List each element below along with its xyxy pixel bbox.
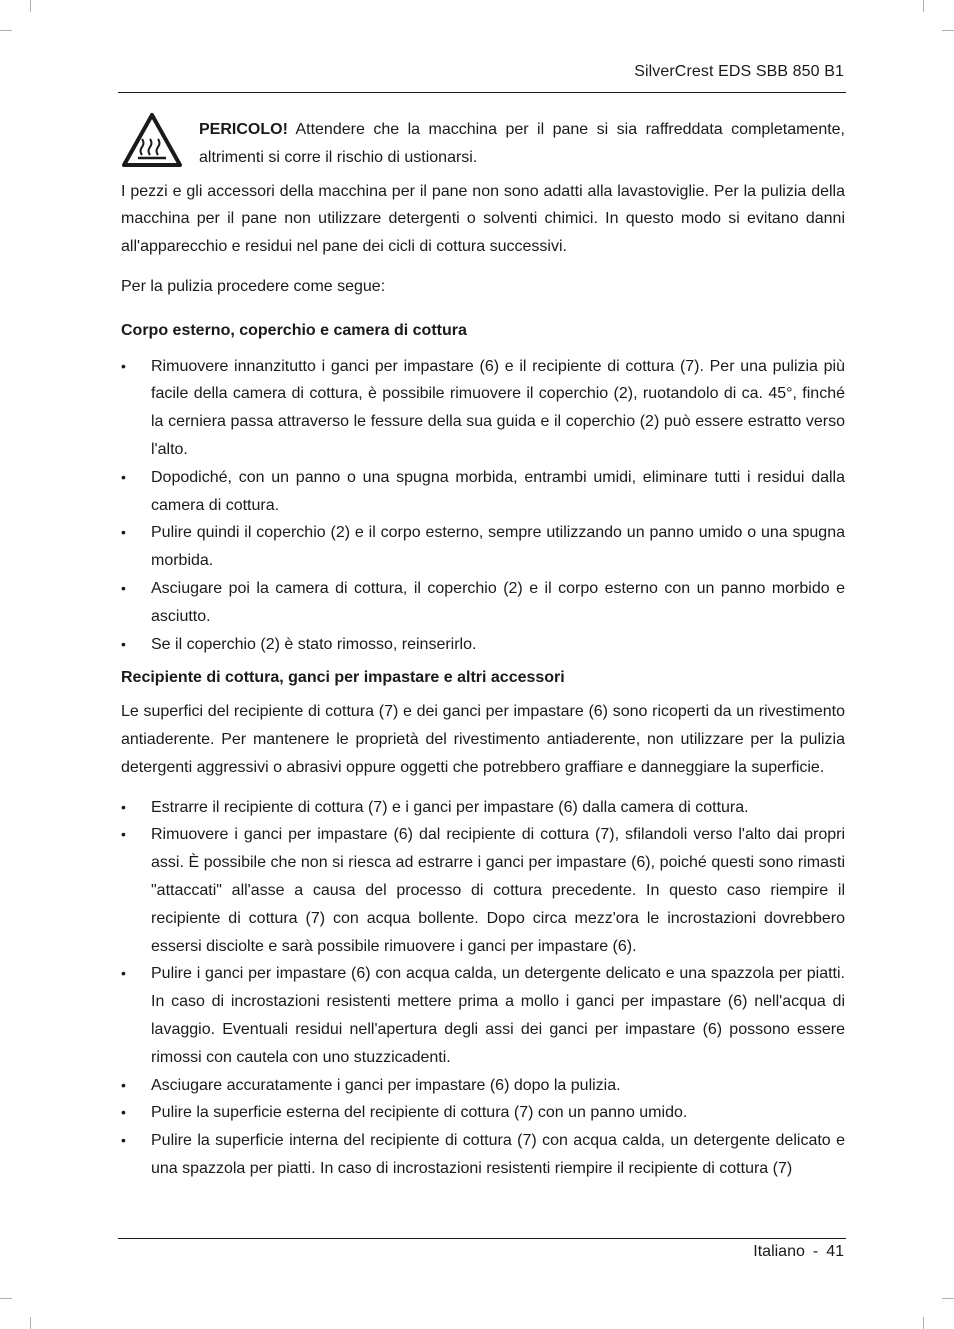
hot-surface-warning-icon: [121, 112, 183, 168]
footer-rule: [118, 1238, 846, 1239]
crop-mark: [923, 1317, 924, 1329]
list-item: • Asciugare poi la camera di cottura, il coperchio (2) e il corpo esterno con un panno morbido e asciutto.: [121, 575, 845, 631]
crop-mark: [942, 30, 954, 31]
intro-paragraph: I pezzi e gli accessori della macchina per il pane non sono adatti alla lavastoviglie. Per la pulizia della macchina per il pane non utilizzare detergenti o solventi chimici. In questo modo si evitano danni all'apparecchio e residui nel pane dei cicli di cottura successivi.: [121, 182, 845, 256]
list-item: • Pulire la superficie interna del recipiente di cottura (7) con acqua calda, un detergente delicato e una spazzola per piatti. In caso di incrostazioni resistenti riempire il recipiente di cottura (7): [121, 1127, 845, 1183]
list-item: • Pulire la superficie esterna del recipiente di cottura (7) con un panno umido.: [121, 1099, 845, 1127]
crop-mark: [923, 0, 924, 12]
list-item: • Pulire quindi il coperchio (2) e il corpo esterno, sempre utilizzando un panno umido o una spugna morbida.: [121, 519, 845, 575]
warning-message: Attendere che la macchina per il pane si sia raffreddata completamente, altrimenti si corre il rischio di ustionarsi.: [199, 121, 845, 166]
list-item: • Rimuovere i ganci per impastare (6) dal recipiente di cottura (7), sfilandoli verso l'alto dai propri assi. È possibile che non si riesca ad estrarre i ganci per impastare (6), poiché questi sono rimasti "attaccati" all'asse a causa del processo di cottura precedente. In questo caso riempire il recipiente di cottura (7) con acqua bollente. Dopo circa mezz'ora le incrostazioni dovrebbero essersi disciolte e sarà possibile rimuovere i ganci per impastare (6).: [121, 821, 845, 960]
warning-block: [121, 108, 845, 172]
warning-text: [199, 108, 845, 172]
section2-intro-paragraph: Le superfici del recipiente di cottura (7) e dei ganci per impastare (6) sono ricoperti da un rivestimento antiaderente. Per mantenere le proprietà del rivestimento antiaderente, non utilizzare per la pulizia detergenti aggressivi o abrasivi oppure oggetti che potrebbero graffiare e danneggiare la superficie.: [121, 703, 845, 776]
list-item: • Estrarre il recipiente di cottura (7) e i ganci per impastare (6) dalla camera di cottura.: [121, 794, 845, 822]
lead-paragraph: Per la pulizia procedere come segue:: [121, 277, 386, 295]
crop-mark: [0, 1298, 12, 1299]
section-heading-body-lid-chamber: Corpo esterno, coperchio e camera di cottura: [121, 321, 467, 339]
page-content: [121, 108, 845, 1183]
list-item: • Rimuovere innanzitutto i ganci per impastare (6) e il recipiente di cottura (7). Per una pulizia più facile della camera di cottura, è possibile rimuovere il coperchio (2), ruotandolo di ca. 45°, finché la cerniera passa attraverso le fessure della sua guida e il coperchio (2) può essere estratto verso l'alto.: [121, 353, 845, 464]
page-number: 41: [826, 1243, 844, 1260]
crop-mark: [0, 30, 12, 31]
header-rule: [118, 92, 846, 93]
list-item: • Se il coperchio (2) è stato rimosso, reinserirlo.: [121, 631, 845, 659]
list-item: • Asciugare accuratamente i ganci per impastare (6) dopo la pulizia.: [121, 1072, 845, 1100]
bullet-list-section2: [121, 794, 845, 1183]
page-header-title: SilverCrest EDS SBB 850 B1: [634, 63, 844, 80]
crop-mark: [30, 0, 31, 12]
list-item: • Pulire i ganci per impastare (6) con acqua calda, un detergente delicato e una spazzola per piatti. In caso di incrostazioni resistenti mettere prima a mollo i ganci per impastare (6) nell'acqua di lavaggio. Eventuali residui nell'apertura degli assi dei ganci per impastare (6) possono essere rimossi con cautela con uno stuzzicadenti.: [121, 960, 845, 1071]
list-item: • Dopodiché, con un panno o una spugna morbida, entrambi umidi, eliminare tutti i residui dalla camera di cottura.: [121, 464, 845, 520]
footer-language: Italiano: [753, 1243, 805, 1260]
crop-mark: [30, 1317, 31, 1329]
section-heading-pan-hooks-accessories: Recipiente di cottura, ganci per impastare e altri accessori: [121, 669, 565, 687]
warning-label: PERICOLO!: [199, 121, 288, 138]
footer-separator: -: [812, 1243, 819, 1260]
bullet-list-section1: [121, 353, 845, 659]
page-footer: [753, 1243, 844, 1261]
crop-mark: [942, 1298, 954, 1299]
